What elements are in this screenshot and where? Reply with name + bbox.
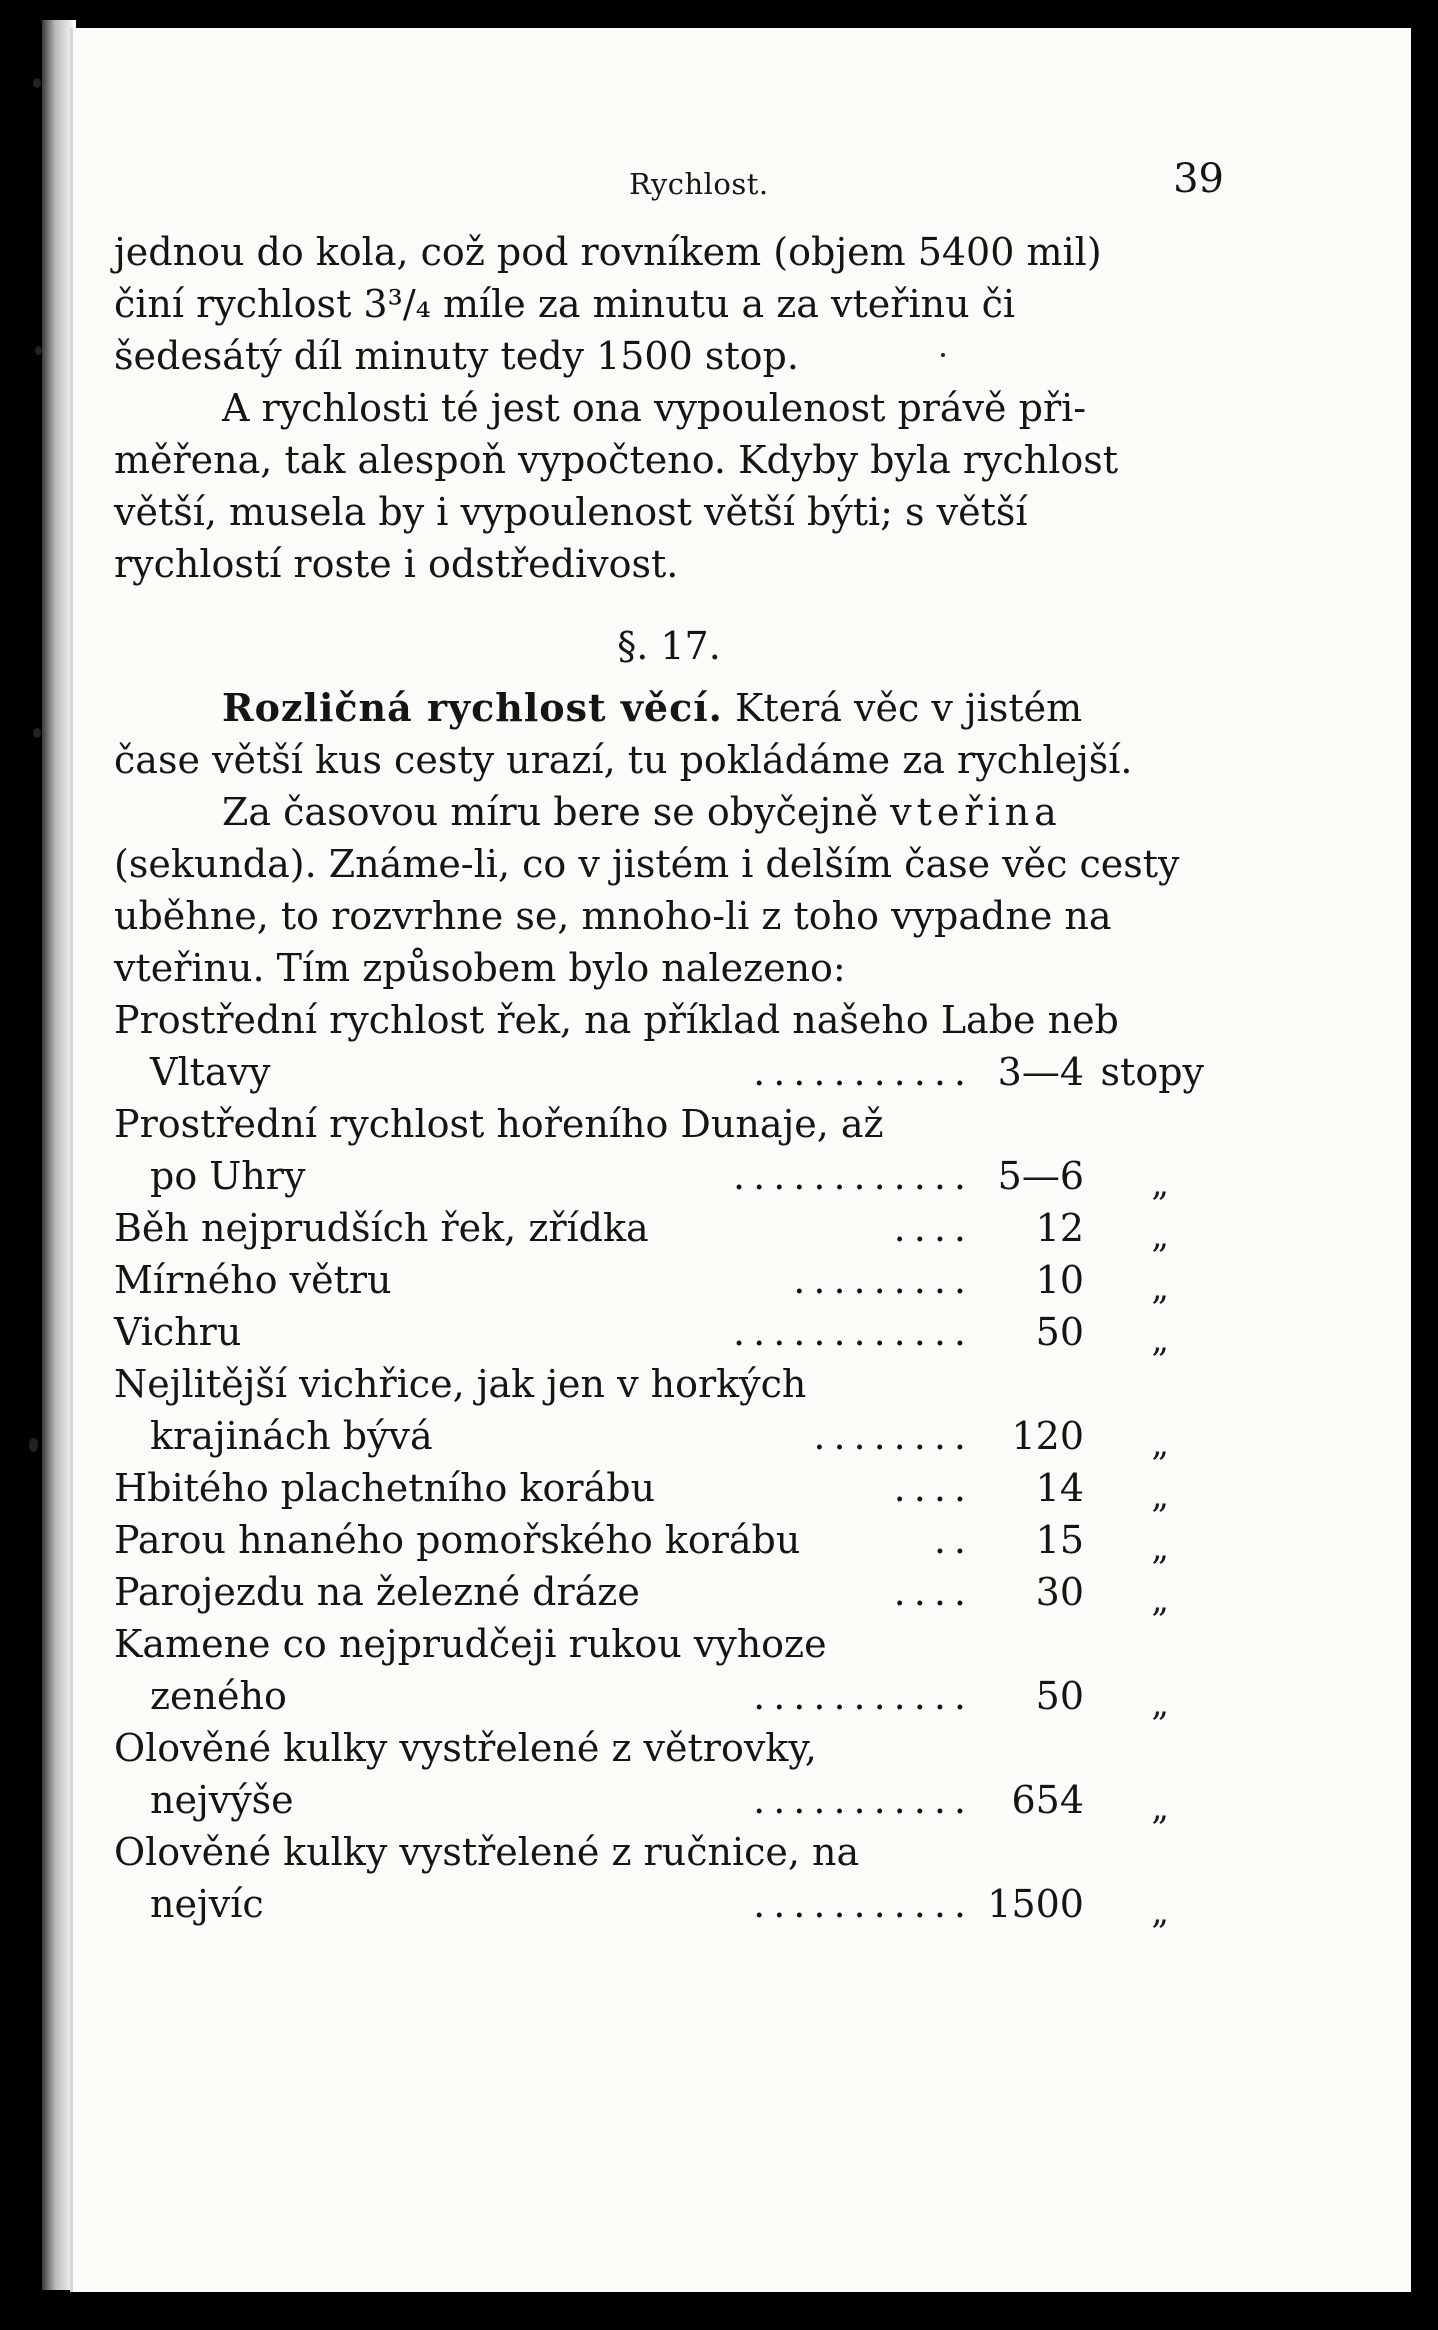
leader-dots: .... [893, 1466, 974, 1510]
leader-dots: .. [933, 1518, 974, 1562]
table-row [114, 1774, 1224, 1826]
row-value: 12 [1035, 1206, 1084, 1250]
row-label: zeného [150, 1674, 287, 1718]
ditto-mark: „ [1151, 1320, 1169, 1360]
row-label: Parou hnaného pomořského korábu [114, 1518, 801, 1562]
emphasized-term: vteřina [890, 790, 1062, 834]
row-label: Kamene co nejprudčeji rukou vyhoze [114, 1622, 827, 1666]
table-row [114, 1618, 1224, 1670]
speed-table [114, 994, 1224, 1930]
table-row [114, 1722, 1224, 1774]
table-row [114, 1202, 1224, 1254]
ditto-mark: „ [1151, 1892, 1169, 1932]
text-line [114, 682, 1212, 734]
row-value: 50 [1035, 1674, 1084, 1718]
leader-dots: ........... [753, 1882, 974, 1926]
row-label: nejvíc [150, 1882, 264, 1926]
table-row [114, 1098, 1224, 1150]
table-row [114, 1462, 1224, 1514]
row-value: 30 [1035, 1570, 1084, 1614]
margin-speck [33, 728, 41, 738]
ditto-mark: „ [1151, 1268, 1169, 1308]
text-line: vteřinu. Tím způsobem bylo nalezeno: [114, 946, 846, 990]
leader-dots: ......... [793, 1258, 974, 1302]
row-label: Nejlitější vichřice, jak jen v horkých [114, 1362, 807, 1406]
row-value: 1500 [987, 1882, 1084, 1926]
table-row [114, 1046, 1224, 1098]
text-line: jednou do kola, což pod rovníkem (objem 5400 mil) [114, 230, 1102, 274]
row-value: 5—6 [997, 1154, 1084, 1198]
text-line: šedesátý díl minuty tedy 1500 stop. [114, 334, 799, 378]
ditto-mark: „ [1151, 1788, 1169, 1828]
table-row [114, 1826, 1224, 1878]
leader-dots: ........... [753, 1674, 974, 1718]
row-label: Mírného větru [114, 1258, 392, 1302]
leader-dots: ........... [753, 1050, 974, 1094]
row-value: 120 [1011, 1414, 1084, 1458]
row-label: po Uhry [150, 1154, 306, 1198]
row-value: 50 [1035, 1310, 1084, 1354]
page-text [114, 150, 1224, 1930]
text-line: (sekunda). Známe-li, co v jistém i delším čase věc cesty [114, 842, 1180, 886]
ditto-mark: „ [1151, 1528, 1169, 1568]
section-lead: Rozličná rychlost věcí. [222, 685, 723, 730]
row-label: Olověné kulky vystřelené z ručnice, na [114, 1830, 860, 1874]
ditto-mark: „ [1151, 1476, 1169, 1516]
row-label: Parojezdu na železné dráze [114, 1570, 640, 1614]
row-label: Hbitého plachetního korábu [114, 1466, 656, 1510]
page-number: 39 [1173, 156, 1224, 202]
table-row [114, 1566, 1224, 1618]
paragraph-speeds-intro [114, 682, 1224, 994]
row-label: Vltavy [150, 1050, 271, 1094]
section-heading: §. 17. [617, 624, 721, 668]
ditto-mark: „ [1151, 1216, 1169, 1256]
ditto-mark: „ [1151, 1684, 1169, 1724]
text-line: větší, musela by i vypoulenost větší býti; s větší [114, 490, 1028, 534]
text-line: uběhne, to rozvrhne se, mnoho-li z toho vypadne na [114, 894, 1112, 938]
leader-dots: ........ [813, 1414, 974, 1458]
text-line: činí rychlost 3³/₄ míle za minutu a za vteřinu či [114, 282, 1016, 326]
text-line: čase větší kus cesty urazí, tu pokládáme za rychlejší. [114, 738, 1133, 782]
row-label: Běh nejprudších řek, zřídka [114, 1206, 649, 1250]
row-value: 15 [1035, 1518, 1084, 1562]
table-row [114, 1878, 1224, 1930]
table-row [114, 1306, 1224, 1358]
text-fragment: Která věc v jistém [734, 686, 1083, 730]
table-row [114, 1410, 1224, 1462]
text-line: rychlostí roste i odstředivost. [114, 542, 679, 586]
ditto-mark: „ [1151, 1424, 1169, 1464]
text-line: měřena, tak alespoň vypočteno. Kdyby byla rychlost [114, 438, 1118, 482]
text-line [114, 786, 1212, 838]
text-fragment: Za časovou míru bere se obyčejně [222, 790, 879, 834]
leader-dots: ........... [753, 1778, 974, 1822]
row-label: Prostřední rychlost řek, na příklad našeho Labe neb [114, 998, 1119, 1042]
row-value: 3—4 [997, 1050, 1084, 1094]
row-value: 14 [1035, 1466, 1084, 1510]
row-label: nejvýše [150, 1778, 294, 1822]
ditto-mark: „ [1151, 1164, 1169, 1204]
row-value: 654 [1011, 1778, 1084, 1822]
running-header [114, 150, 1224, 226]
margin-speck [33, 78, 41, 88]
row-label: Vichru [114, 1310, 242, 1354]
margin-speck [35, 346, 42, 355]
table-row [114, 1514, 1224, 1566]
margin-speck [29, 1438, 38, 1452]
leader-dots: .... [893, 1570, 974, 1614]
paragraph-continuation [114, 226, 1224, 590]
row-label: Olověné kulky vystřelené z větrovky, [114, 1726, 817, 1770]
running-title: Rychlost. [629, 167, 769, 201]
leader-dots: .... [893, 1206, 974, 1250]
row-value: 10 [1035, 1258, 1084, 1302]
text-line: A rychlosti té jest ona vypoulenost právě při- [222, 386, 1087, 430]
table-row [114, 1670, 1224, 1722]
table-row [114, 994, 1224, 1046]
table-row [114, 1254, 1224, 1306]
row-unit: stopy [1100, 1050, 1204, 1094]
table-row [114, 1150, 1224, 1202]
leader-dots: ............ [733, 1154, 974, 1198]
row-label: krajinách bývá [150, 1414, 433, 1458]
leader-dots: ............ [733, 1310, 974, 1354]
row-label: Prostřední rychlost hořeního Dunaje, až [114, 1102, 884, 1146]
table-row [114, 1358, 1224, 1410]
ditto-mark: „ [1151, 1580, 1169, 1620]
